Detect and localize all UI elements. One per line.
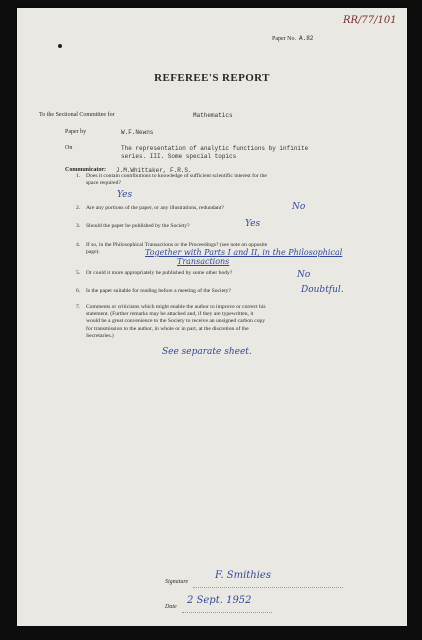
question-1: 1. Does it contain contributions to knowledge of sufficient scientific interest for the space required?	[86, 173, 386, 187]
communicator-label: Communicator:	[65, 167, 106, 173]
page-title: REFEREE'S REPORT	[154, 72, 270, 84]
paper-by-value: W.F.Newns	[121, 129, 154, 136]
question-7-text-cont2: would be a great convenience to the Society to receive an unsigned carbon copy	[86, 318, 266, 325]
signature-label: Signature	[165, 579, 189, 585]
committee-label: To the Sectional Committee for	[39, 112, 115, 118]
question-7-text: Comments or criticisms which might enable the author to improve or correct his	[86, 304, 266, 310]
question-4: 4. If so, in the Philosophical Transactions or the Proceedings? (see note on opposite page).	[86, 242, 386, 256]
answer-2: No	[292, 202, 306, 212]
on-value-line2: series. III. Some special topics	[121, 153, 237, 160]
question-6: 6. Is the paper suitable for reading before a meeting of the Society?	[86, 288, 386, 295]
paper-by-label: Paper by	[65, 129, 87, 135]
question-5-text: Or could it more appropriately be published by some other body?	[86, 270, 233, 276]
signature-value: F. Smithies	[215, 570, 271, 581]
answer-7: See separate sheet.	[162, 347, 252, 357]
answer-5: No	[297, 270, 311, 280]
question-3-text: Should the paper be published by the Society?	[86, 223, 190, 229]
question-2-text: Are any portions of the paper, or any illustrations, redundant?	[86, 205, 224, 211]
date-line	[182, 612, 272, 613]
date-value: 2 Sept. 1952	[187, 595, 252, 606]
paper-number-label: Paper No.	[272, 36, 296, 42]
committee-value: Mathematics	[193, 112, 233, 119]
question-7-text-cont1: statement. (Further remarks may be attached and, if they are typewritten, it	[86, 311, 254, 318]
question-6-text: Is the paper suitable for reading before a meeting of the Society?	[86, 288, 231, 294]
punch-hole-mark	[58, 44, 62, 48]
question-1-text: Does it contain contributions to knowledge of sufficient scientific interest for the	[86, 173, 267, 179]
on-label: On	[65, 145, 73, 151]
signature-line	[193, 587, 343, 588]
question-3: 3. Should the paper be published by the Society?	[86, 223, 386, 230]
question-4-text-cont: page).	[86, 249, 100, 256]
question-2: 2. Are any portions of the paper, or any illustrations, redundant?	[86, 205, 386, 212]
report-sheet	[17, 8, 407, 626]
question-7: 7. Comments or criticisms which might enable the author to improve or correct his statement. (Further remarks may be attached and, if they are typewritten, it would be a great convenience to the Society to receive an unsigned carbon copy for transmission to the author, in whole or in part, at the discretion of the Secretaries.)	[86, 304, 371, 340]
question-1-text-cont: space required?	[86, 180, 121, 187]
answer-4-line1: Together with Parts I and II, in the Philosophical	[145, 248, 343, 257]
question-5: 5. Or could it more appropriately be published by some other body?	[86, 270, 386, 277]
question-4-text: If so, in the Philosophical Transactions or the Proceedings? (see note on opposite	[86, 242, 268, 248]
paper-number-value: A.82	[299, 35, 314, 42]
on-value-line1: The representation of analytic functions by infinite	[121, 145, 309, 152]
paper-number	[272, 35, 313, 42]
archive-reference: RR/77/101	[343, 15, 397, 26]
answer-3: Yes	[245, 219, 261, 229]
date-label: Date	[165, 604, 177, 610]
communicator-value: J.M.Whittaker, F.R.S.	[116, 167, 192, 174]
question-7-text-cont3: for transmission to the author, in whole or in part, at the discretion of the	[86, 325, 249, 332]
answer-1: Yes	[117, 190, 133, 200]
question-7-text-cont4: Secretaries.)	[86, 332, 114, 339]
answer-4-line2: Transactions	[177, 257, 230, 266]
answer-6: Doubtful.	[301, 285, 344, 295]
